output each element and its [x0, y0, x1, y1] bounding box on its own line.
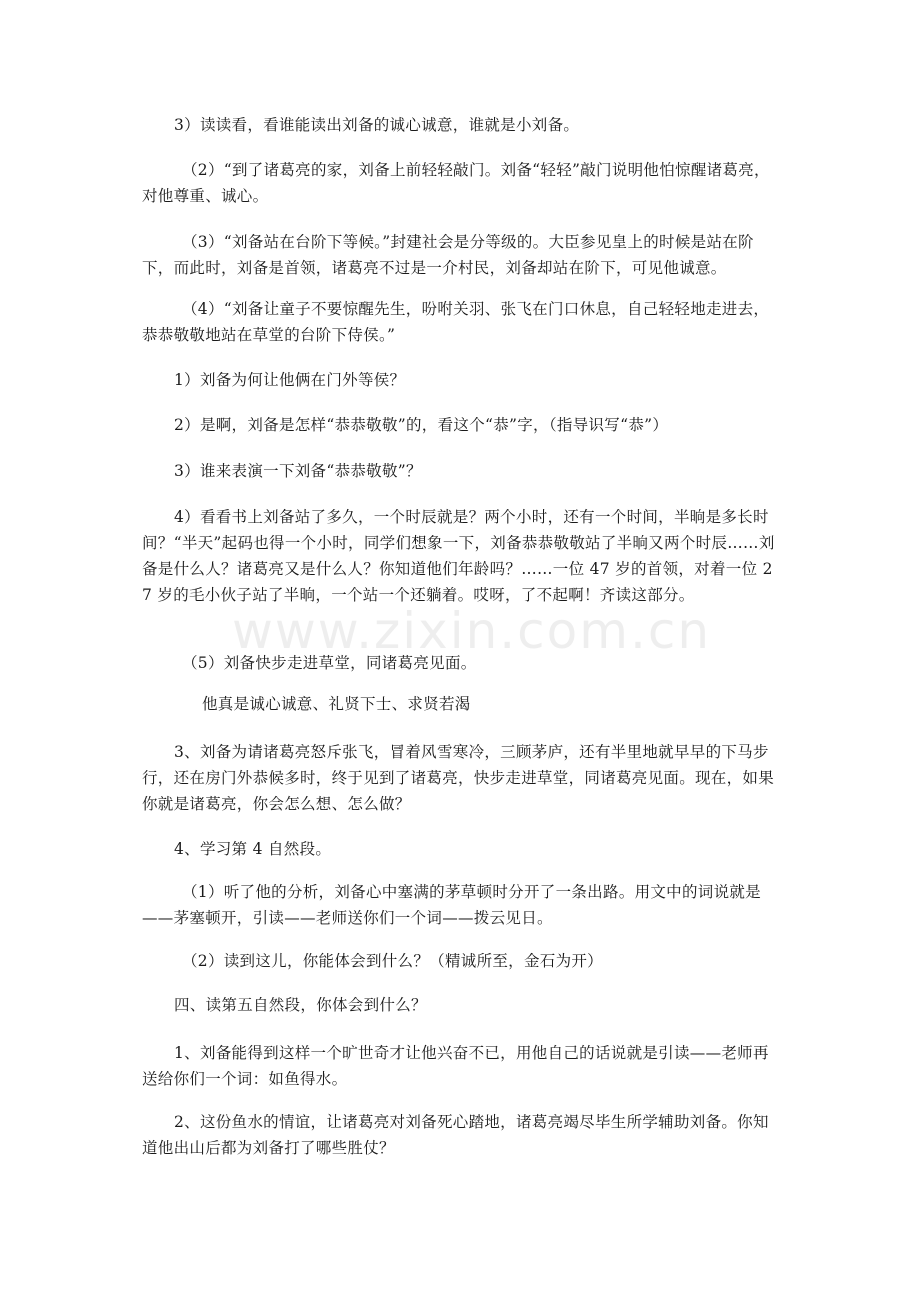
- paragraph-16: 1、刘备能得到这样一个旷世奇才让他兴奋不已，用他自己的话说就是引读——老师再送给你们一个词：如鱼得水。: [142, 1044, 769, 1088]
- paragraph-9: （5）刘备快步走进草堂，同诸葛亮见面。: [182, 654, 477, 672]
- paragraph-17: 2、这份鱼水的情谊，让诸葛亮对刘备死心踏地，诸葛亮竭尽毕生所学辅助刘备。你知道他出山后都为刘备打了哪些胜仗？: [142, 1113, 769, 1157]
- paragraph-12: 4、学习第 4 自然段。: [174, 840, 332, 858]
- paragraph-10: 他真是诚心诚意、礼贤下士、求贤若渴: [202, 695, 471, 713]
- paragraph-7: 3）谁来表演一下刘备“恭恭敬敬”？: [174, 462, 422, 480]
- watermark-text: www.zixin.com.cn: [232, 602, 712, 660]
- paragraph-3: （3）“刘备站在台阶下等候。”封建社会是分等级的。大臣参见皇上的时候是站在阶下，而此时，刘备是首领，诸葛亮不过是一介村民，刘备却站在阶下，可见他诚意。: [142, 233, 754, 277]
- paragraph-5: 1）刘备为何让他俩在门外等侯？: [174, 371, 406, 389]
- paragraph-1: 3）读读看，看谁能读出刘备的诚心诚意，谁就是小刘备。: [174, 116, 580, 134]
- paragraph-2: （2）“到了诸葛亮的家，刘备上前轻轻敲门。刘备“轻轻”敲门说明他怕惊醒诸葛亮，对他尊重、诚心。: [142, 161, 770, 205]
- paragraph-13: （1）听了他的分析，刘备心中塞满的茅草顿时分开了一条出路。用文中的词说就是——茅塞顿开，引读——老师送你们一个词——拨云见日。: [142, 883, 761, 927]
- paragraph-14: （2）读到这儿，你能体会到什么？（精诚所至，金石为开）: [182, 952, 603, 970]
- paragraph-11: 3、刘备为请诸葛亮怒斥张飞，冒着风雪寒冷，三顾茅庐，还有半里地就早早的下马步行，还在房门外恭候多时，终于见到了诸葛亮，快步走进草堂，同诸葛亮见面。现在，如果你就是诸葛亮，你会怎么想、怎么做？: [142, 743, 775, 813]
- paragraph-15: 四、读第五自然段，你体会到什么？: [174, 996, 427, 1014]
- paragraph-8: 4）看看书上刘备站了多久，一个时辰就是？两个小时，还有一个时间，半晌是多长时间？“半天”起码也得一个小时，同学们想象一下，刘备恭恭敬敬站了半晌又两个时辰……刘备是什么人？诸葛亮又是什么人？你知道他们年龄吗？……一位 47 岁的首领，对着一位 27 岁的毛小伙子站了半晌，一个站一个还躺着。哎呀，了不起啊！齐读这部分。: [142, 508, 775, 604]
- paragraph-4: （4）“刘备让童子不要惊醒先生，吩咐关羽、张飞在门口休息，自己轻轻地走进去，恭恭敬敬地站在草堂的台阶下侍侯。”: [142, 300, 770, 344]
- paragraph-6: 2）是啊，刘备是怎样“恭恭敬敬”的，看这个“恭”字，（指导识写“恭”）: [174, 416, 669, 434]
